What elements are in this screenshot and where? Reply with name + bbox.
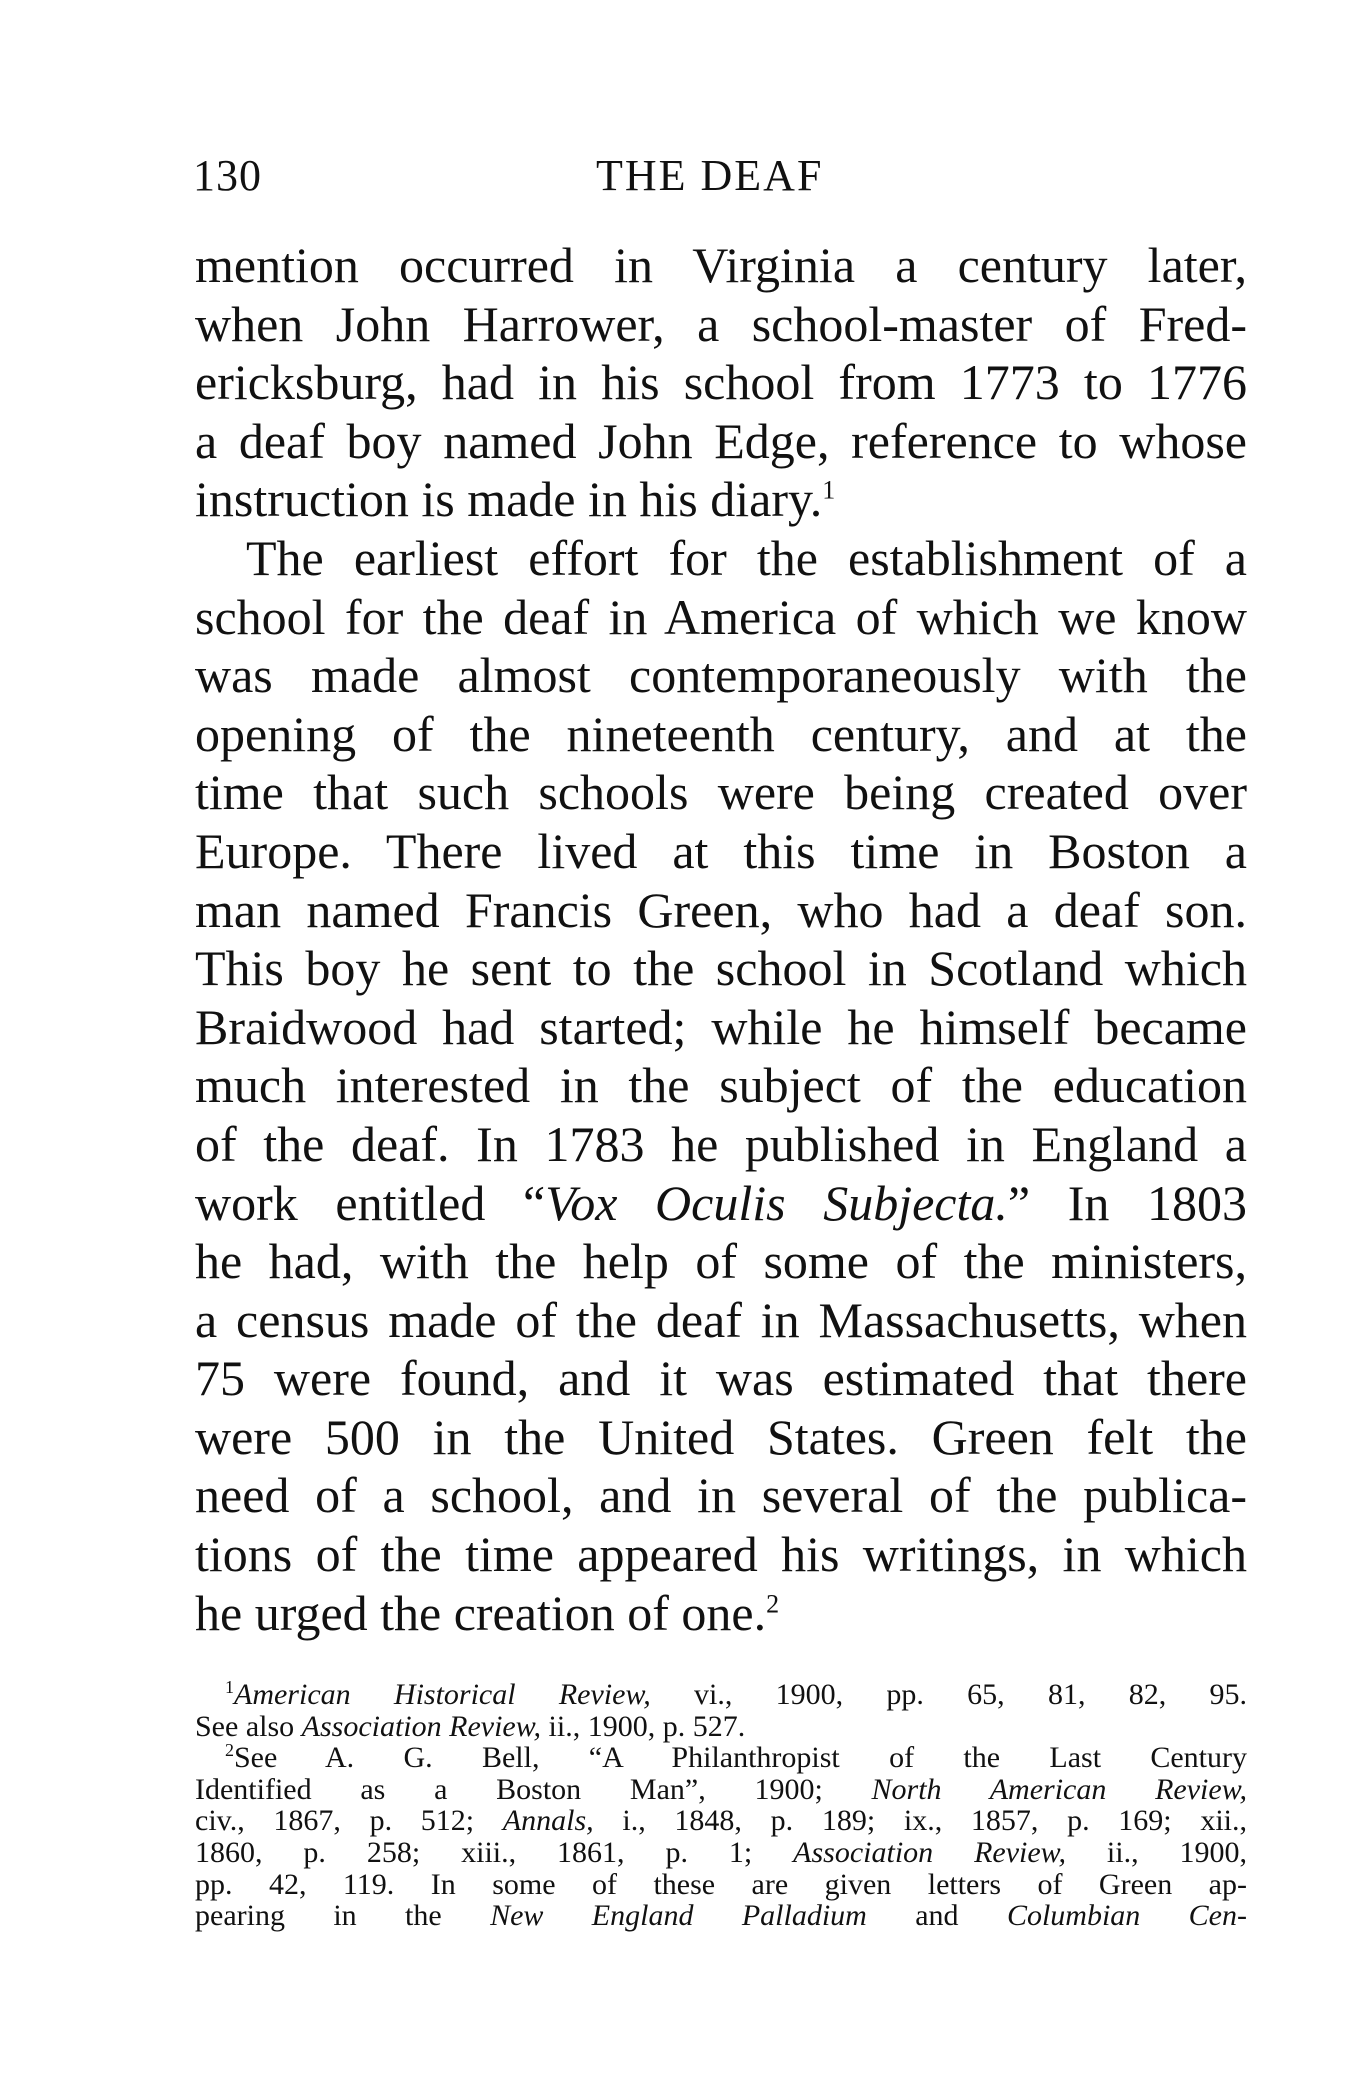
text-segment: and <box>866 1899 1007 1933</box>
text-line: were 500 in the United States. Green felt the <box>195 1408 1247 1465</box>
text-line: was made almost contemporaneously with the <box>195 647 1247 704</box>
text-line: need of a school, and in several of the publica- <box>195 1467 1247 1524</box>
text-segment: i., 1848, p. 189; ix., 1857, p. 169; xii., <box>593 1804 1247 1838</box>
journal-title: North American Review, <box>871 1772 1247 1806</box>
page-number: 130 <box>193 151 262 200</box>
text-line <box>195 470 1247 529</box>
journal-title: Annals, <box>502 1804 594 1838</box>
footnote-line <box>195 1742 1247 1774</box>
footnote-line <box>195 1805 1247 1837</box>
text-segment: vi., 1900, pp. 65, 81, 82, 95. <box>650 1678 1247 1711</box>
text-line: ericksburg, had in his school from 1773 to 1776 <box>195 354 1247 411</box>
text-segment: work entitled “ <box>195 1174 546 1231</box>
text-line <box>195 1584 1247 1643</box>
text-line: Braidwood had started; while he himself became <box>195 998 1247 1055</box>
running-title: THE DEAF <box>596 151 824 200</box>
journal-title: Columbian Cen- <box>1006 1899 1247 1933</box>
footnote-line <box>195 1679 1247 1711</box>
footnote-line: pp. 42, 119. In some of these are given letters of Green ap- <box>195 1867 1247 1901</box>
text-line: a census made of the deaf in Massachusetts, when <box>195 1291 1247 1348</box>
journal-title: Association Review, <box>301 1709 542 1743</box>
text-segment: ” In 1803 <box>1007 1174 1247 1231</box>
footnote-ref: 1 <box>822 475 836 505</box>
footnote-line <box>195 1837 1247 1869</box>
text-line: opening of the nineteenth century, and at the <box>195 705 1247 762</box>
text-segment: 1860, p. 258; xiii., 1861, p. 1; <box>195 1835 794 1869</box>
journal-title: American Historical Review, <box>234 1678 651 1711</box>
text-line: much interested in the subject of the education <box>195 1057 1247 1114</box>
footnotes <box>195 1679 1247 1932</box>
text-line: 75 were found, and it was estimated that there <box>195 1350 1247 1407</box>
journal-title: Association Review, <box>793 1835 1066 1869</box>
text-segment: See also <box>195 1709 302 1743</box>
text-segment: See A. G. Bell, “A Philanthropist of the Last Century <box>234 1741 1247 1775</box>
footnote-line <box>195 1900 1247 1932</box>
footnote-line <box>195 1774 1247 1806</box>
text-line: Europe. There lived at this time in Boston a <box>195 822 1247 879</box>
text-line: of the deaf. In 1783 he published in England a <box>195 1115 1247 1172</box>
text-line: mention occurred in Virginia a century later, <box>195 237 1247 293</box>
text-segment: pearing in the <box>195 1899 491 1933</box>
text-segment: civ., 1867, p. 512; <box>195 1804 503 1838</box>
text-line: tions of the time appeared his writings, in which <box>195 1526 1247 1583</box>
footnote-ref: 2 <box>766 1589 780 1618</box>
text-segment: ii., 1900, <box>1065 1835 1247 1869</box>
journal-title: New England Palladium <box>490 1899 867 1933</box>
text-line: he had, with the help of some of the ministers, <box>195 1233 1247 1290</box>
text-line: a deaf boy named John Edge, reference to whose <box>195 412 1247 469</box>
text-segment: Identified as a Boston Man”, 1900; <box>195 1772 872 1806</box>
text-line: This boy he sent to the school in Scotland which <box>195 940 1247 997</box>
running-head <box>193 150 1248 210</box>
text-line <box>195 1174 1247 1233</box>
text-segment: instruction is made in his diary. <box>195 471 823 528</box>
text-segment: he urged the creation of one. <box>195 1584 767 1641</box>
footnote-line <box>195 1711 1247 1743</box>
text-line: time that such schools were being created over <box>195 764 1247 821</box>
footnote-mark: 2 <box>225 1740 234 1761</box>
text-line: The earliest effort for the establishment of a <box>246 529 1247 586</box>
text-segment: ii., 1900, p. 527. <box>541 1709 746 1743</box>
footnote-mark: 1 <box>225 1677 234 1697</box>
text-line: man named Francis Green, who had a deaf son. <box>195 881 1247 938</box>
text-line: school for the deaf in America of which we know <box>195 588 1247 645</box>
text-line: when John Harrower, a school-master of Fred- <box>195 295 1247 352</box>
book-title: Vox Oculis Subjecta. <box>545 1174 1008 1231</box>
body-text <box>195 236 1247 1642</box>
